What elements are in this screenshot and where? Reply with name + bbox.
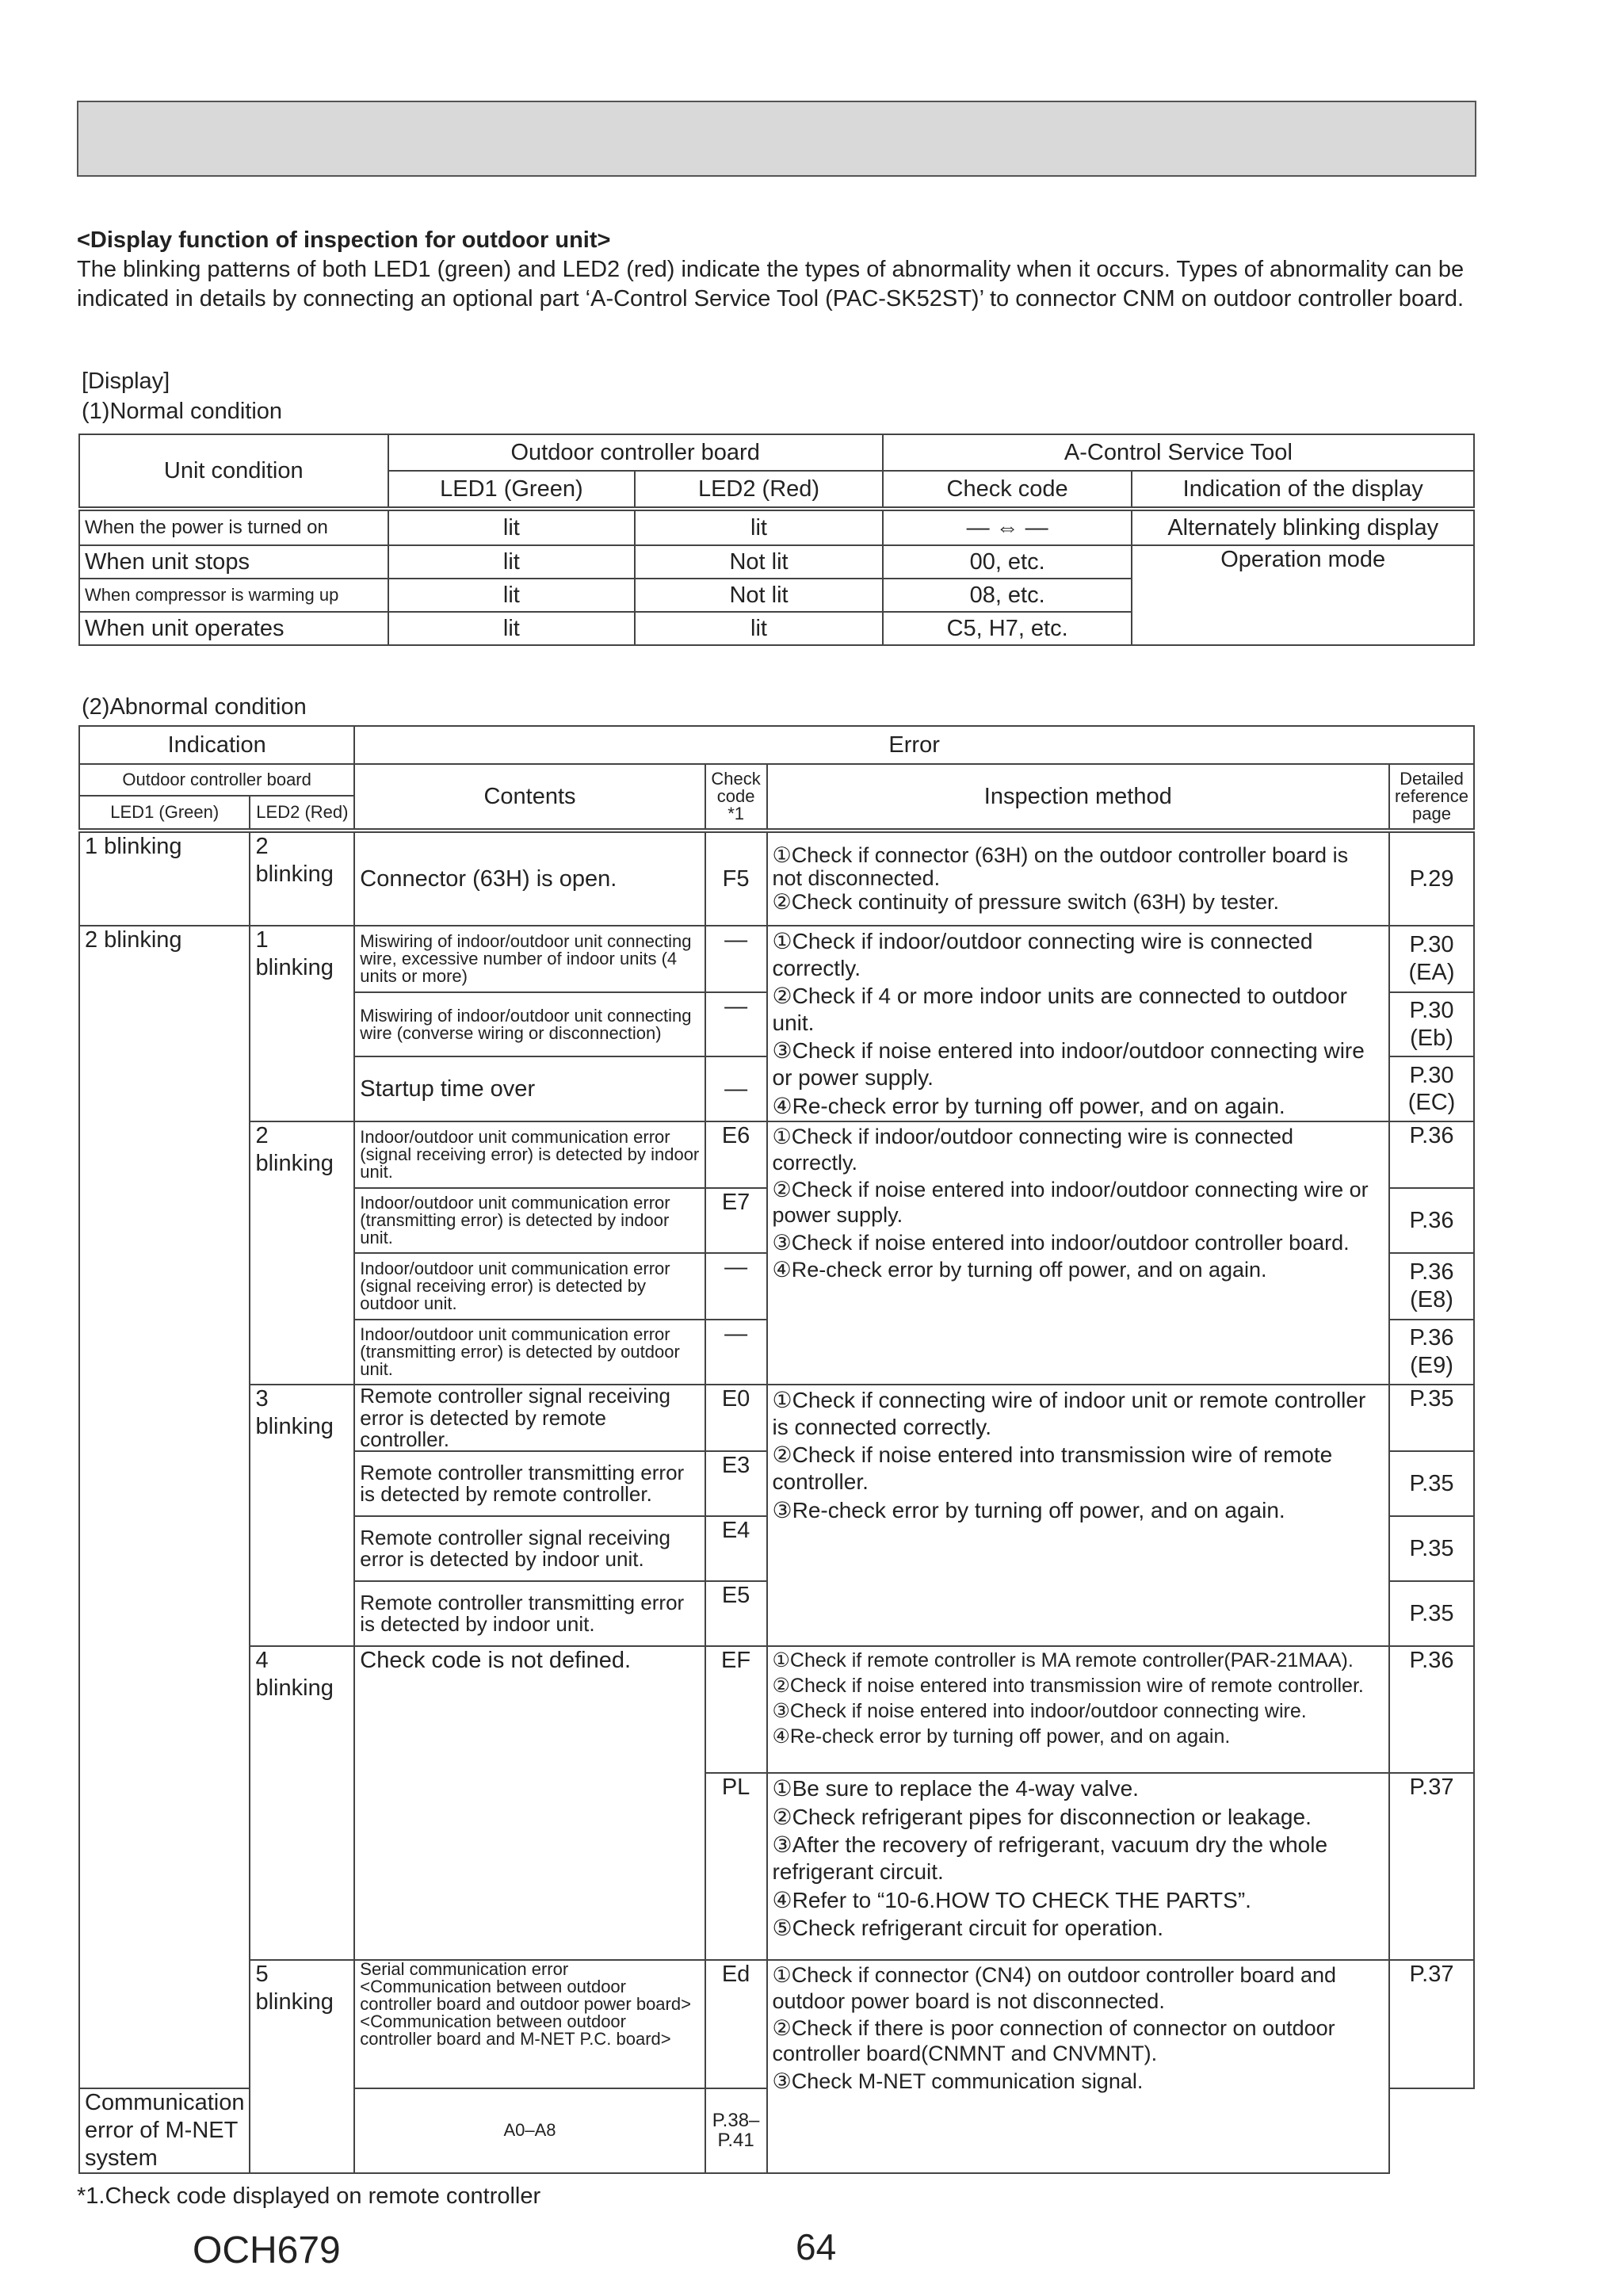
cell-check-code: Ed bbox=[705, 1960, 767, 2088]
header-inspection-method: Inspection method bbox=[767, 764, 1390, 831]
cell-check-code: A0–A8 bbox=[354, 2088, 705, 2172]
intro-paragraph: The blinking patterns of both LED1 (green) and LED2 (red) indicate the types of abnormality when it occurs. Types of abnormality can be indicated in details by connecting an optional part ‘A-Control Service Tool (PAC-SK52ST)’ to connector CNM on outdoor controller board. bbox=[77, 257, 1465, 311]
cell-reference: P.35 bbox=[1389, 1516, 1474, 1581]
header-service-tool: A-Control Service Tool bbox=[883, 434, 1474, 471]
cell-reference: P.35 bbox=[1389, 1385, 1474, 1451]
cell-reference: P.35 bbox=[1389, 1451, 1474, 1516]
inspection-step: ②Check if noise entered into indoor/outdoor connecting wire or power supply. bbox=[772, 1177, 1369, 1228]
inspection-step: ③Check if noise entered into indoor/outdoor connecting wire. bbox=[772, 1700, 1307, 1723]
cell-led1: 2 blinking bbox=[79, 926, 250, 2088]
cell-inspection bbox=[767, 1385, 1390, 1646]
cell-inspection bbox=[767, 1121, 1390, 1385]
cell-check-code: — bbox=[705, 992, 767, 1057]
cell-led2: 5 blinking bbox=[250, 1960, 354, 2172]
cell-check-code: E5 bbox=[705, 1581, 767, 1646]
inspection-step: ③Check if noise entered into indoor/outdoor controller board. bbox=[772, 1230, 1350, 1255]
inspection-step: ⑤Check refrigerant circuit for operation. bbox=[772, 1916, 1164, 1941]
cell-condition: When unit operates bbox=[79, 612, 388, 645]
cell-condition: When compressor is warming up bbox=[79, 579, 388, 612]
inspection-step: ④Re-check error by turning off power, and on again. bbox=[772, 1258, 1267, 1282]
cell-contents: Miswiring of indoor/outdoor unit connecting wire (converse wiring or disconnection) bbox=[354, 992, 705, 1057]
cell-reference: P.36 (E8) bbox=[1389, 1253, 1474, 1320]
cell-contents: Startup time over bbox=[354, 1056, 705, 1121]
cell-contents: Remote controller transmitting error is detected by indoor unit. bbox=[354, 1581, 705, 1646]
cell-check-code: F5 bbox=[705, 831, 767, 926]
page-number: 64 bbox=[796, 2226, 837, 2267]
cell-inspection bbox=[767, 1773, 1390, 1960]
cell-reference: P.36 (E9) bbox=[1389, 1320, 1474, 1385]
inspection-step: ①Check if indoor/outdoor connecting wire is connected correctly. bbox=[772, 1125, 1294, 1175]
cell-contents: Connector (63H) is open. bbox=[354, 831, 705, 926]
cell-led2: Not lit bbox=[635, 579, 883, 612]
inspection-step: ②Check if noise entered into transmission wire of remote controller. bbox=[772, 1442, 1333, 1494]
cell-inspection bbox=[767, 1960, 1390, 2172]
cell-led2: 3 blinking bbox=[250, 1385, 354, 1646]
cell-check-code: E0 bbox=[705, 1385, 767, 1451]
header-error: Error bbox=[354, 726, 1474, 764]
cell-contents: Remote controller transmitting error is detected by remote controller. bbox=[354, 1451, 705, 1516]
header-contents: Contents bbox=[354, 764, 705, 831]
cell-led2: lit bbox=[635, 509, 883, 545]
header-outdoor-board: Outdoor controller board bbox=[79, 764, 354, 796]
inspection-step: ③Re-check error by turning off power, and on again. bbox=[772, 1497, 1285, 1522]
inspection-step: ④Refer to “10-6.HOW TO CHECK THE PARTS”. bbox=[772, 1887, 1251, 1912]
table-row bbox=[79, 545, 1474, 579]
inspection-step: ①Check if remote controller is MA remote controller(PAR-21MAA). bbox=[772, 1649, 1354, 1672]
cell-condition: When unit stops bbox=[79, 545, 388, 579]
cell-check-code: — bbox=[705, 1056, 767, 1121]
cell-reference: P.36 bbox=[1389, 1121, 1474, 1188]
cell-check-code: E7 bbox=[705, 1188, 767, 1253]
cell-inspection bbox=[767, 831, 1390, 926]
normal-condition-table bbox=[78, 434, 1475, 646]
cell-reference: P.30 (EC) bbox=[1389, 1056, 1474, 1121]
cell-reference: P.38– P.41 bbox=[705, 2088, 767, 2172]
inspection-step: ①Check if connector (CN4) on outdoor controller board and outdoor power board is not disconnected. bbox=[772, 1963, 1337, 2013]
table-row bbox=[79, 831, 1474, 926]
footnote: *1.Check code displayed on remote controller bbox=[77, 2183, 541, 2209]
cell-check-code: EF bbox=[705, 1646, 767, 1773]
inspection-step: ①Check if connecting wire of indoor unit or remote controller is connected correctly. bbox=[772, 1388, 1366, 1439]
intro-section bbox=[77, 226, 1472, 314]
cell-contents: Check code is not defined. bbox=[354, 1646, 705, 1960]
header-led1: LED1 (Green) bbox=[388, 471, 636, 509]
cell-reference: P.30 (Eb) bbox=[1389, 992, 1474, 1057]
abnormal-condition-label: (2)Abnormal condition bbox=[82, 694, 307, 720]
cell-check-code: PL bbox=[705, 1773, 767, 1960]
cell-check-code: — bbox=[705, 926, 767, 992]
inspection-step: ①Be sure to replace the 4-way valve. bbox=[772, 1776, 1139, 1801]
cell-led2: Not lit bbox=[635, 545, 883, 579]
table-row bbox=[79, 1385, 1474, 1451]
header-indication: Indication bbox=[79, 726, 354, 764]
cell-led1: lit bbox=[388, 509, 636, 545]
cell-contents: Miswiring of indoor/outdoor unit connecting wire, excessive number of indoor units (4 units or more) bbox=[354, 926, 705, 992]
cell-led1: 1 blinking bbox=[79, 831, 250, 926]
cell-led1: lit bbox=[388, 579, 636, 612]
cell-condition: When the power is turned on bbox=[79, 509, 388, 545]
header-outdoor-board: Outdoor controller board bbox=[388, 434, 883, 471]
display-label: [Display] bbox=[82, 369, 170, 394]
cell-check-code: — bbox=[705, 1253, 767, 1320]
header-reference-page: Detailed reference page bbox=[1389, 764, 1474, 831]
cell-led2: 2 blinking bbox=[250, 1121, 354, 1385]
header-led2: LED2 (Red) bbox=[250, 796, 354, 831]
inspection-step: ③Check if noise entered into indoor/outdoor connecting wire or power supply. bbox=[772, 1038, 1365, 1090]
cell-inspection bbox=[767, 926, 1390, 1121]
cell-check-code: E4 bbox=[705, 1516, 767, 1581]
cell-reference: P.36 bbox=[1389, 1188, 1474, 1253]
cell-contents: Communication error of M-NET system bbox=[79, 2088, 250, 2172]
cell-indication: Alternately blinking display bbox=[1132, 509, 1474, 545]
table-row bbox=[79, 1960, 1474, 2088]
inspection-step: ①Check if indoor/outdoor connecting wire is connected correctly. bbox=[772, 929, 1313, 980]
inspection-step: ④Re-check error by turning off power, and on again. bbox=[772, 1725, 1231, 1748]
cell-reference: P.30 (EA) bbox=[1389, 926, 1474, 992]
header-bar bbox=[77, 101, 1476, 177]
header-check-code: Check code *1 bbox=[705, 764, 767, 831]
cell-contents: Serial communication error <Communication between outdoor controller board and outdoor power board> <Communication between outdoor controller board and M-NET P.C. board> bbox=[354, 1960, 705, 2088]
abnormal-condition-table bbox=[78, 725, 1475, 2174]
document-code: OCH679 bbox=[193, 2229, 341, 2271]
cell-contents: Indoor/outdoor unit communication error (transmitting error) is detected by outdoor unit. bbox=[354, 1320, 705, 1385]
inspection-step: ②Check if 4 or more indoor units are connected to outdoor unit. bbox=[772, 984, 1347, 1035]
cell-check-code: C5, H7, etc. bbox=[883, 612, 1132, 645]
cell-check-code: — bbox=[705, 1320, 767, 1385]
cell-check-code: — ⇔ — bbox=[883, 509, 1132, 545]
cell-check-code: E3 bbox=[705, 1451, 767, 1516]
cell-reference: P.37 bbox=[1389, 1960, 1474, 2088]
cell-contents: Indoor/outdoor unit communication error (signal receiving error) is detected by outdoor unit. bbox=[354, 1253, 705, 1320]
cell-contents: Indoor/outdoor unit communication error (transmitting error) is detected by indoor unit. bbox=[354, 1188, 705, 1253]
header-led1: LED1 (Green) bbox=[79, 796, 250, 831]
cell-contents: Remote controller signal receiving error is detected by indoor unit. bbox=[354, 1516, 705, 1581]
cell-led1: lit bbox=[388, 612, 636, 645]
inspection-step: ②Check if noise entered into transmission wire of remote controller. bbox=[772, 1675, 1364, 1698]
cell-reference: P.37 bbox=[1389, 1773, 1474, 1960]
table-row bbox=[79, 509, 1474, 545]
cell-contents: Remote controller signal receiving error is detected by remote controller. bbox=[354, 1385, 705, 1451]
inspection-step: ②Check refrigerant pipes for disconnection or leakage. bbox=[772, 1804, 1312, 1829]
header-check-code: Check code bbox=[883, 471, 1132, 509]
cell-inspection bbox=[767, 1646, 1390, 1773]
cell-indication: Operation mode bbox=[1132, 545, 1474, 645]
cell-led2: 4 blinking bbox=[250, 1646, 354, 1960]
cell-contents: Indoor/outdoor unit communication error (signal receiving error) is detected by indoor unit. bbox=[354, 1121, 705, 1188]
table-row bbox=[79, 1121, 1474, 1188]
inspection-step: ③Check M-NET communication signal. bbox=[772, 2069, 1144, 2093]
header-led2: LED2 (Red) bbox=[635, 471, 883, 509]
cell-led2: 1 blinking bbox=[250, 926, 354, 1121]
header-unit-condition: Unit condition bbox=[79, 434, 388, 509]
cell-reference: P.36 bbox=[1389, 1646, 1474, 1773]
table-row bbox=[79, 1646, 1474, 1773]
cell-check-code: 08, etc. bbox=[883, 579, 1132, 612]
cell-led2: 2 blinking bbox=[250, 831, 354, 926]
inspection-step: ③After the recovery of refrigerant, vacuum dry the whole refrigerant circuit. bbox=[772, 1832, 1328, 1884]
section-title: <Display function of inspection for outdoor unit> bbox=[77, 227, 611, 253]
inspection-step: ②Check continuity of pressure switch (63H) by tester. bbox=[772, 890, 1279, 915]
table-row bbox=[79, 926, 1474, 992]
cell-reference: P.35 bbox=[1389, 1581, 1474, 1646]
cell-led1: lit bbox=[388, 545, 636, 579]
header-indication: Indication of the display bbox=[1132, 471, 1474, 509]
cell-reference: P.29 bbox=[1389, 831, 1474, 926]
inspection-step: ④Re-check error by turning off power, and on again. bbox=[772, 1093, 1285, 1118]
cell-check-code: E6 bbox=[705, 1121, 767, 1188]
inspection-step: ②Check if there is poor connection of connector on outdoor controller board(CNMNT and CNVMNT). bbox=[772, 2015, 1335, 2066]
cell-check-code: 00, etc. bbox=[883, 545, 1132, 579]
normal-condition-label: (1)Normal condition bbox=[82, 399, 283, 424]
cell-led2: lit bbox=[635, 612, 883, 645]
inspection-step: ①Check if connector (63H) on the outdoor controller board is not disconnected. bbox=[772, 843, 1349, 890]
